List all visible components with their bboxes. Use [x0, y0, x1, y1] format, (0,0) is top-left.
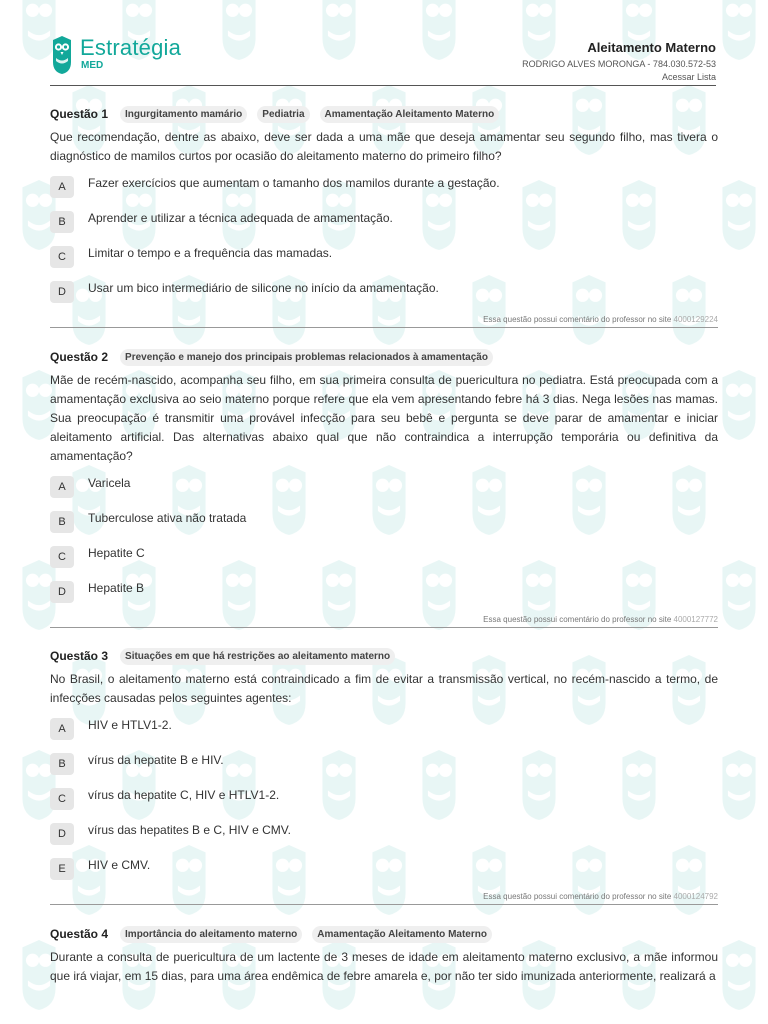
- professor-comment-note: [50, 314, 718, 328]
- answer-option[interactable]: [50, 856, 718, 891]
- option-text: vírus da hepatite B e HIV.: [88, 753, 224, 767]
- question-id[interactable]: 4000129224: [673, 315, 718, 324]
- answer-option[interactable]: [50, 244, 718, 279]
- answer-option[interactable]: [50, 821, 718, 856]
- option-text: HIV e HTLV1-2.: [88, 718, 172, 732]
- answer-options: [50, 716, 718, 891]
- topic-tag[interactable]: Importância do aleitamento materno: [120, 926, 302, 943]
- question-number: Questão 3: [50, 649, 109, 663]
- topic-tag[interactable]: Amamentação Aleitamento Materno: [312, 926, 492, 943]
- comment-note-text: Essa questão possui comentário do professor no site: [483, 892, 672, 901]
- topic-tag[interactable]: Prevenção e manejo dos principais problemas relacionados à amamentação: [120, 349, 493, 366]
- question-statement: No Brasil, o aleitamento materno está contraindicado a fim de evitar a transmissão vertical, no recém-nascido a termo, de infecções causadas pelos seguintes agentes:: [50, 672, 718, 705]
- topic-tag[interactable]: Situações em que há restrições ao aleitamento materno: [120, 648, 395, 665]
- answer-option[interactable]: [50, 716, 718, 751]
- option-letter: C: [50, 788, 74, 810]
- question-id[interactable]: 4000127772: [673, 615, 718, 624]
- question-2: [50, 347, 718, 628]
- option-text: Limitar o tempo e a frequência das mamadas.: [88, 246, 333, 260]
- brand-logo[interactable]: [50, 36, 181, 74]
- option-letter: E: [50, 858, 74, 880]
- topic-tag[interactable]: Pediatria: [257, 106, 309, 123]
- answer-option[interactable]: [50, 474, 718, 509]
- answer-option[interactable]: [50, 509, 718, 544]
- question-1: [50, 104, 718, 328]
- option-text: Fazer exercícios que aumentam o tamanho dos mamilos durante a gestação.: [88, 176, 500, 190]
- option-letter: B: [50, 753, 74, 775]
- brand-sub: MED: [81, 60, 104, 71]
- answer-option[interactable]: [50, 786, 718, 821]
- answer-option[interactable]: [50, 209, 718, 244]
- question-number: Questão 2: [50, 350, 109, 364]
- question-id[interactable]: 4000124792: [673, 892, 718, 901]
- option-letter: D: [50, 281, 74, 303]
- question-number: Questão 1: [50, 107, 109, 121]
- option-text: Usar um bico intermediário de silicone no início da amamentação.: [88, 281, 439, 295]
- answer-option[interactable]: [50, 579, 718, 614]
- option-text: vírus das hepatites B e C, HIV e CMV.: [88, 823, 291, 837]
- question-statement: Durante a consulta de puericultura de um lactente de 3 meses de idade em aleitamento materno exclusivo, a mãe informou que irá viajar, em 15 dias, para uma área endêmica de febre amarela e, por não ter sido imunizada anteriormente, realizará a: [50, 950, 718, 983]
- topic-tag[interactable]: Ingurgitamento mamário: [120, 106, 247, 123]
- option-letter: C: [50, 246, 74, 268]
- option-text: Tuberculose ativa não tratada: [88, 511, 247, 525]
- brand-name: Estratégia: [80, 35, 182, 60]
- option-letter: A: [50, 176, 74, 198]
- topic-tag[interactable]: Amamentação Aleitamento Materno: [320, 106, 500, 123]
- professor-comment-note: [50, 614, 718, 628]
- option-letter: B: [50, 211, 74, 233]
- option-letter: D: [50, 823, 74, 845]
- question-statement: Que recomendação, dentre as abaixo, deve ser dada a uma mãe que deseja amamentar seu segundo filho, mas tivera o diagnóstico de mamilos curtos por ocasião do aleitamento materno do primeiro filho?: [50, 130, 718, 163]
- option-letter: C: [50, 546, 74, 568]
- answer-option[interactable]: [50, 279, 718, 314]
- option-letter: A: [50, 718, 74, 740]
- option-text: Varicela: [88, 476, 131, 490]
- answer-option[interactable]: [50, 174, 718, 209]
- question-number: Questão 4: [50, 927, 109, 941]
- option-text: Hepatite B: [88, 581, 145, 595]
- user-identifier: RODRIGO ALVES MORONGA - 784.030.572-53: [522, 59, 716, 69]
- comment-note-text: Essa questão possui comentário do professor no site: [483, 615, 672, 624]
- option-letter: B: [50, 511, 74, 533]
- answer-options: [50, 174, 718, 314]
- document-title: Aleitamento Materno: [587, 40, 716, 55]
- question-statement: Mãe de recém-nascido, acompanha seu filho, em sua primeira consulta de puericultura no pediatra. Está preocupada com a amamentação exclusiva ao seio materno porque refere que ela vem apresentando febre há 3 dias. Nega lesões nas mamas. Sua preocupação é transmitir uma provável infecção para seu bebê e pergunta se deve parar de amamentar e iniciar aleitamento artificial. Das alternativas abaixo qual que não contraindica a interrupção temporária ou definitiva da amamentação?: [50, 373, 718, 463]
- answer-option[interactable]: [50, 751, 718, 786]
- professor-comment-note: [50, 891, 718, 905]
- option-letter: D: [50, 581, 74, 603]
- option-text: Aprender e utilizar a técnica adequada de amamentação.: [88, 211, 393, 225]
- option-letter: A: [50, 476, 74, 498]
- option-text: HIV e CMV.: [88, 858, 151, 872]
- owl-logo-icon: [50, 36, 74, 74]
- access-list-link[interactable]: Acessar Lista: [661, 72, 716, 82]
- comment-note-text: Essa questão possui comentário do professor no site: [483, 315, 672, 324]
- question-4: [50, 924, 718, 986]
- page-header: [50, 34, 716, 86]
- answer-option[interactable]: [50, 544, 718, 579]
- answer-options: [50, 474, 718, 614]
- option-text: Hepatite C: [88, 546, 145, 560]
- option-text: vírus da hepatite C, HIV e HTLV1-2.: [88, 788, 280, 802]
- question-3: [50, 646, 718, 905]
